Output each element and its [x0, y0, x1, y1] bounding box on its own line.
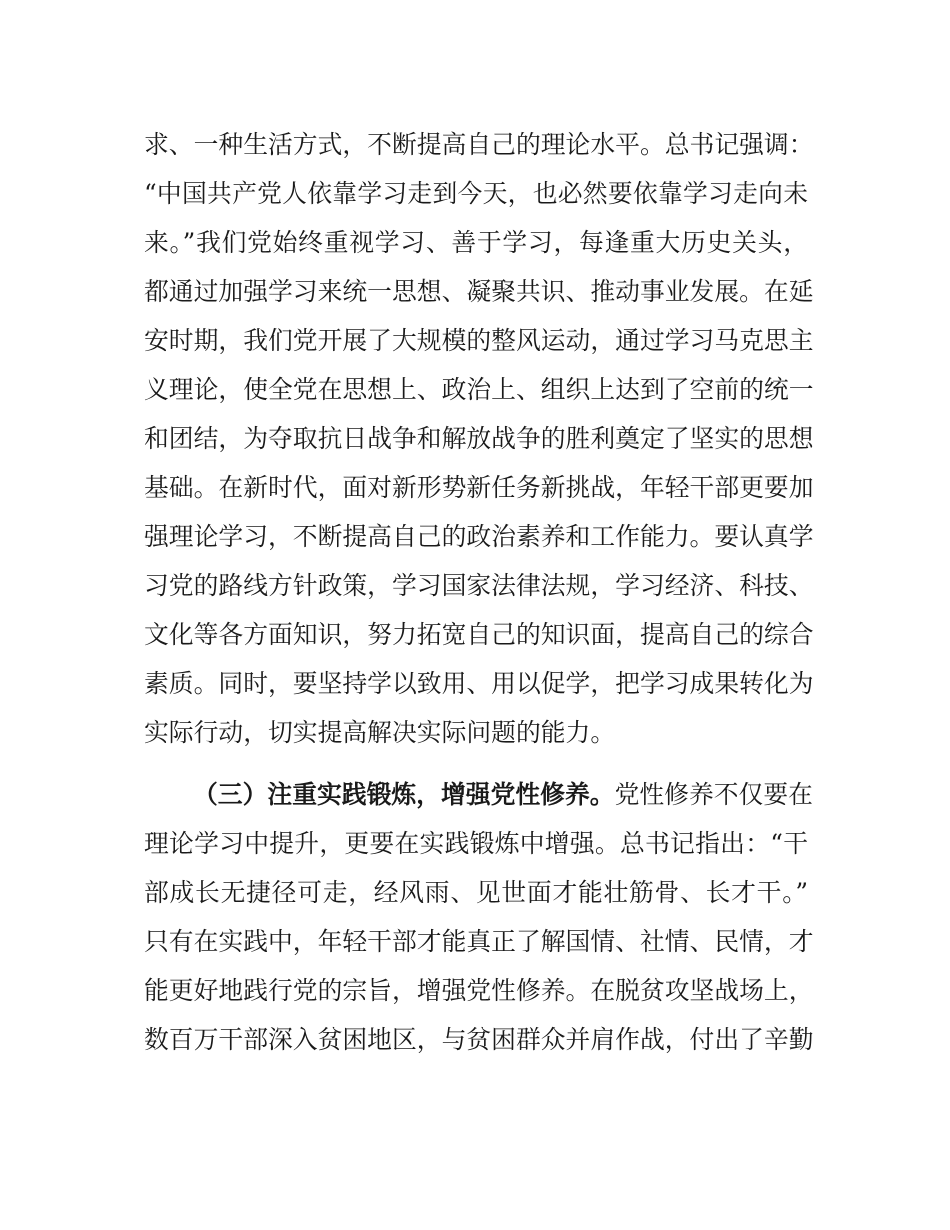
text-line: 强理论学习，不断提高自己的政治素养和工作能力。要认真学 — [144, 522, 814, 551]
text-line: 求、一种生活方式，不断提高自己的理论水平。总书记强调： — [144, 130, 814, 159]
text-line: 来。”我们党始终重视学习、善于学习，每逢重大历史关头， — [144, 228, 808, 257]
text-line: 实际行动，切实提高解决实际问题的能力。 — [144, 718, 616, 747]
text-line: 只有在实践中，年轻干部才能真正了解国情、社情、民情，才 — [144, 927, 814, 956]
text-line: 义理论，使全党在思想上、政治上、组织上达到了空前的统一 — [144, 375, 814, 404]
text-line: 素质。同时，要坚持学以致用、用以促学，把学习成果转化为 — [144, 669, 814, 698]
paragraph-first-line — [193, 775, 813, 815]
text-line: 理论学习中提升，更要在实践锻炼中增强。总书记指出：“干 — [144, 829, 808, 858]
text-line: “中国共产党人依靠学习走到今天，也必然要依靠学习走向未 — [144, 179, 808, 208]
text-line: 安时期，我们党开展了大规模的整风运动，通过学习马克思主 — [144, 326, 814, 355]
text-line: 数百万干部深入贫困地区，与贫困群众并肩作战，付出了辛勤 — [144, 1025, 814, 1054]
text-line: 习党的路线方针政策，学习国家法律法规，学习经济、科技、 — [144, 571, 814, 600]
text-line: 文化等各方面知识，努力拓宽自己的知识面，提高自己的综合 — [144, 620, 814, 649]
text-line: 基础。在新时代，面对新形势新任务新挑战，年轻干部更要加 — [144, 473, 814, 502]
text-line: 部成长无捷径可走，经风雨、见世面才能壮筋骨、长才干。” — [144, 878, 808, 907]
text-line: 能更好地践行党的宗旨，增强党性修养。在脱贫攻坚战场上， — [144, 976, 814, 1005]
section-heading: （三）注重实践锻炼，增强党性修养。 — [193, 780, 615, 809]
heading-continuation: 党性修养不仅要在 — [614, 780, 813, 809]
text-line: 都通过加强学习来统一思想、凝聚共识、推动事业发展。在延 — [144, 277, 814, 306]
text-line: 和团结，为夺取抗日战争和解放战争的胜利奠定了坚实的思想 — [144, 424, 814, 453]
